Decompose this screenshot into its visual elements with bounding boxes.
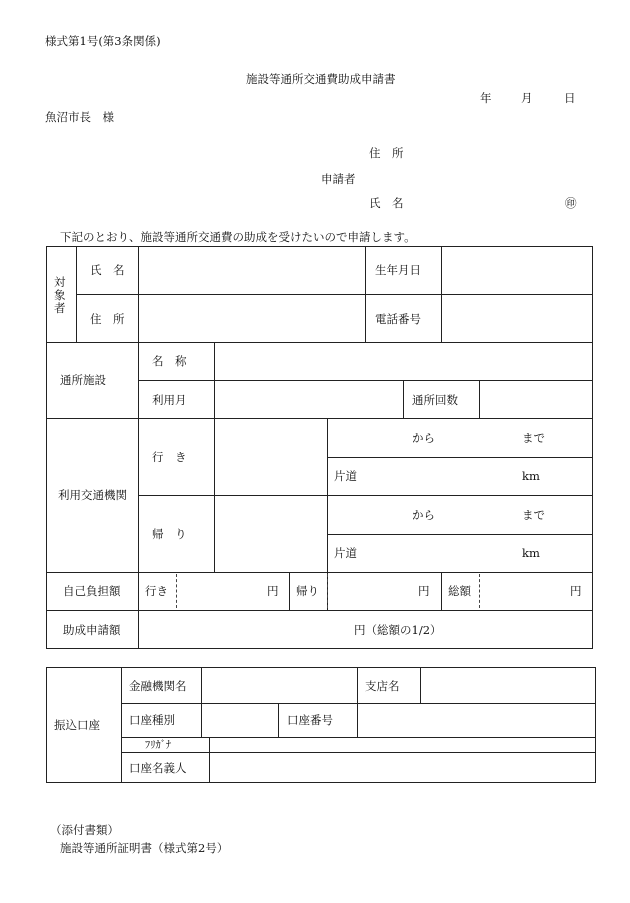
- subject-address-label: 住 所: [90, 312, 125, 326]
- outbound-one-way: 片道: [334, 469, 357, 483]
- subject-label: 対象者: [54, 275, 66, 315]
- subject-name-label: 氏 名: [90, 263, 125, 277]
- phone-label: 電話番号: [375, 312, 421, 326]
- self-pay-outbound-label: 行き: [145, 584, 168, 598]
- self-pay-return-label: 帰り: [296, 584, 319, 598]
- applicant-label: 申請者: [321, 172, 356, 186]
- outbound-from: から: [412, 431, 435, 445]
- transport-label: 利用交通機関: [58, 488, 127, 502]
- facility-label: 通所施設: [60, 373, 106, 387]
- self-pay-total-yen: 円: [570, 584, 582, 598]
- applicant-address-label: 住 所: [369, 146, 404, 160]
- attachments-label: （添付書類）: [50, 823, 119, 837]
- seal-mark: ㊞: [565, 196, 577, 210]
- form-number: 様式第1号(第3条関係): [45, 34, 161, 48]
- form-title: 施設等通所交通費助成申請書: [246, 72, 396, 86]
- self-pay-outbound-yen: 円: [267, 584, 279, 598]
- applicant-name-label: 氏 名: [369, 196, 404, 210]
- date-year-label: 年: [480, 91, 492, 105]
- transfer-account-label: 振込口座: [54, 718, 100, 732]
- account-number-label: 口座番号: [287, 713, 333, 727]
- addressee: 魚沼市長 様: [45, 110, 114, 124]
- account-holder-label: 口座名義人: [129, 761, 187, 775]
- self-pay-label: 自己負担額: [63, 584, 121, 598]
- return-to: まで: [522, 508, 545, 522]
- facility-name-label: 名 称: [152, 354, 187, 368]
- use-month-label: 利用月: [152, 393, 187, 407]
- birthdate-label: 生年月日: [375, 263, 421, 277]
- date-day-label: 日: [564, 91, 576, 105]
- intro-text: 下記のとおり、施設等通所交通費の助成を受けたいので申請します。: [60, 230, 416, 244]
- account-type-label: 口座種別: [129, 713, 175, 727]
- return-label: 帰 り: [152, 527, 187, 541]
- outbound-to: まで: [522, 431, 545, 445]
- subsidy-label: 助成申請額: [63, 623, 121, 637]
- branch-label: 支店名: [365, 679, 400, 693]
- self-pay-total-label: 総額: [448, 584, 471, 598]
- bank-name-label: 金融機関名: [129, 679, 187, 693]
- visit-count-label: 通所回数: [412, 393, 458, 407]
- date-month-label: 月: [521, 91, 533, 105]
- subsidy-value: 円（総額の1/2）: [354, 623, 442, 637]
- self-pay-return-yen: 円: [418, 584, 430, 598]
- outbound-label: 行 き: [152, 450, 187, 464]
- attachments-item: 施設等通所証明書（様式第2号）: [60, 841, 229, 855]
- outbound-km: km: [522, 469, 540, 483]
- furigana-label: ﾌﾘｶﾞﾅ: [145, 739, 172, 751]
- return-one-way: 片道: [334, 546, 357, 560]
- return-km: km: [522, 546, 540, 560]
- return-from: から: [412, 508, 435, 522]
